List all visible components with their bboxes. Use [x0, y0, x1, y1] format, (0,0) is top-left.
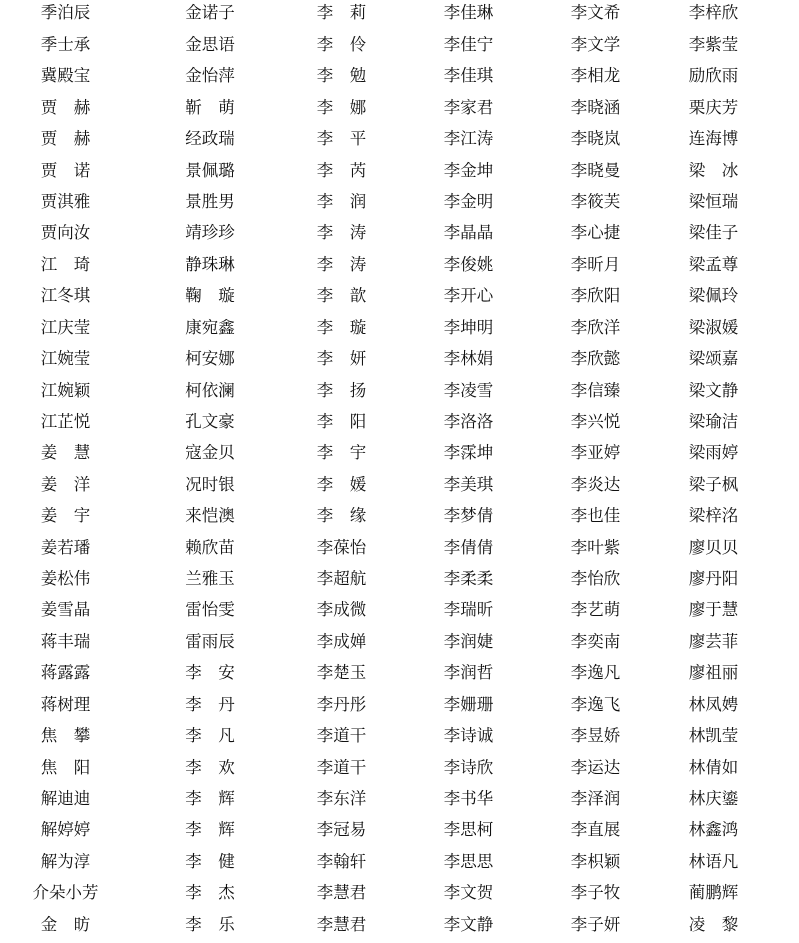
name-cell: 李 伶 [316, 34, 367, 54]
name-cell: 李翰轩 [316, 851, 367, 871]
name-cell: 林凤娉 [688, 694, 739, 714]
name-cell: 李楚玉 [316, 663, 367, 683]
name-cell: 李 涛 [316, 254, 367, 274]
name-cell: 李泽润 [570, 789, 621, 808]
name-cell: 李东洋 [316, 789, 367, 808]
name-cell: 李金明 [443, 191, 494, 211]
name-cell: 李子牧 [570, 883, 621, 903]
name-cell: 李 璇 [316, 317, 367, 337]
name-cell: 李俊姚 [443, 254, 494, 274]
name-cell: 李兴悦 [570, 411, 621, 431]
name-cell: 姜 慧 [40, 443, 91, 463]
name-cell: 梁淑媛 [688, 317, 739, 337]
name-cell: 李筱芙 [570, 191, 621, 211]
name-cell: 李书华 [443, 789, 494, 808]
name-cell: 梁佩玲 [688, 286, 739, 306]
name-cell: 李 乐 [185, 914, 235, 934]
name-cell: 景胜男 [185, 191, 235, 211]
name-cell: 李瑞昕 [443, 600, 494, 620]
name-cell: 梁子枫 [688, 474, 739, 494]
name-cell: 梁雨婷 [688, 443, 739, 463]
name-cell: 李 润 [316, 191, 367, 211]
name-cell: 李润婕 [443, 631, 494, 651]
name-cell: 靖珍珍 [185, 223, 235, 243]
name-cell: 经政瑞 [185, 129, 235, 149]
name-cell: 介朵小芳 [32, 883, 99, 903]
name-cell: 赖欣苗 [185, 537, 235, 557]
name-cell: 廖丹阳 [688, 569, 739, 589]
name-cell: 李紫莹 [688, 34, 739, 54]
name-cell: 李 欢 [185, 757, 235, 777]
name-cell: 李佳宁 [443, 34, 494, 54]
name-cell: 李逸飞 [570, 694, 621, 714]
name-cell: 靳 萌 [185, 97, 235, 117]
name-cell: 李丹彤 [316, 694, 367, 714]
name-cell: 柯安娜 [185, 349, 235, 369]
name-cell: 李 缘 [316, 506, 367, 526]
name-cell: 梁 冰 [688, 160, 739, 180]
name-cell: 李 芮 [316, 160, 367, 180]
name-cell: 李 辉 [185, 789, 235, 808]
name-cell: 李相龙 [570, 66, 621, 86]
name-cell: 李 凡 [185, 726, 235, 746]
name-cell: 江芷悦 [40, 411, 91, 431]
name-cell: 贾 赫 [40, 129, 91, 149]
name-cell: 李奕南 [570, 631, 621, 651]
name-cell: 林倩如 [688, 757, 739, 777]
name-cell: 李晓岚 [570, 129, 621, 149]
name-cell: 金 昉 [40, 914, 91, 934]
name-cell: 李文希 [570, 3, 621, 23]
name-cell: 季士承 [40, 34, 91, 54]
name-cell: 李诗诚 [443, 726, 494, 746]
name-cell: 来恺澳 [185, 506, 235, 526]
name-cell: 江庆莹 [40, 317, 91, 337]
name-cell: 李凌雪 [443, 380, 494, 400]
name-cell: 梁瑜洁 [688, 411, 739, 431]
name-cell: 李 莉 [316, 3, 367, 23]
name-cell: 梁梓洺 [688, 506, 739, 526]
name-cell: 姜雪晶 [40, 600, 91, 620]
name-cell: 季泊辰 [40, 3, 91, 23]
name-cell: 李葆怡 [316, 537, 367, 557]
name-cell: 静珠琳 [185, 254, 235, 274]
name-cell: 李 歆 [316, 286, 367, 306]
name-cell: 李文贺 [443, 883, 494, 903]
name-cell: 梁佳子 [688, 223, 739, 243]
name-cell: 李超航 [316, 569, 367, 589]
name-cell: 李直展 [570, 820, 621, 840]
name-cell: 姜若璠 [40, 537, 91, 557]
name-cell: 李枳颖 [570, 851, 621, 871]
name-cell: 金思语 [185, 34, 235, 54]
name-cell: 李佳琳 [443, 3, 494, 23]
name-cell: 雷怡雯 [185, 600, 235, 620]
name-cell: 廖于慧 [688, 600, 739, 620]
name-cell: 焦 攀 [40, 726, 91, 746]
name-cell: 李思柯 [443, 820, 494, 840]
name-cell: 蒋树理 [40, 694, 91, 714]
name-cell: 李美琪 [443, 474, 494, 494]
name-cell: 贾 赫 [40, 97, 91, 117]
name-cell: 姜 宇 [40, 506, 91, 526]
name-cell: 凌 黎 [688, 914, 739, 934]
name-cell: 李子妍 [570, 914, 621, 934]
name-cell: 李亚婷 [570, 443, 621, 463]
name-cell: 林语凡 [688, 851, 739, 871]
name-cell: 李 平 [316, 129, 367, 149]
name-cell: 李信臻 [570, 380, 621, 400]
name-cell: 廖祖丽 [688, 663, 739, 683]
name-cell: 李慧君 [316, 914, 367, 934]
name-cell: 金诺子 [185, 3, 235, 23]
name-cell: 李道干 [316, 726, 367, 746]
name-cell: 李霂坤 [443, 443, 494, 463]
name-cell: 李运达 [570, 757, 621, 777]
name-cell: 李炎达 [570, 474, 621, 494]
name-cell: 李欣懿 [570, 349, 621, 369]
name-cell: 李昱娇 [570, 726, 621, 746]
name-cell: 李昕月 [570, 254, 621, 274]
name-cell: 李江涛 [443, 129, 494, 149]
name-cell: 李 娜 [316, 97, 367, 117]
name-cell: 李也佳 [570, 506, 621, 526]
name-cell: 李家君 [443, 97, 494, 117]
name-cell: 江婉莹 [40, 349, 91, 369]
name-cell: 李 扬 [316, 380, 367, 400]
name-cell: 兰雅玉 [185, 569, 235, 589]
name-cell: 励欣雨 [688, 66, 739, 86]
name-cell: 李 丹 [185, 694, 235, 714]
name-cell: 李梦倩 [443, 506, 494, 526]
name-cell: 解迪迪 [40, 789, 91, 808]
name-cell: 李 妍 [316, 349, 367, 369]
name-cell: 连海博 [688, 129, 739, 149]
name-cell: 李倩倩 [443, 537, 494, 557]
name-cell: 金怡萍 [185, 66, 235, 86]
name-cell: 李坤明 [443, 317, 494, 337]
name-cell: 栗庆芳 [688, 97, 739, 117]
name-cell: 李开心 [443, 286, 494, 306]
name-cell: 江婉颖 [40, 380, 91, 400]
name-cell: 李晶晶 [443, 223, 494, 243]
name-cell: 李 安 [185, 663, 235, 683]
name-cell: 李慧君 [316, 883, 367, 903]
name-cell: 李艺萌 [570, 600, 621, 620]
name-cell: 李成微 [316, 600, 367, 620]
name-cell: 李冠易 [316, 820, 367, 840]
name-cell: 李诗欣 [443, 757, 494, 777]
name-cell: 孔文豪 [185, 411, 235, 431]
name-cell: 江冬琪 [40, 286, 91, 306]
name-cell: 李姗珊 [443, 694, 494, 714]
name-cell: 李柔柔 [443, 569, 494, 589]
name-cell: 解婷婷 [40, 820, 91, 840]
name-cell: 李文学 [570, 34, 621, 54]
name-cell: 李 勉 [316, 66, 367, 86]
name-cell: 焦 阳 [40, 757, 91, 777]
name-cell: 李 媛 [316, 474, 367, 494]
name-cell: 李文静 [443, 914, 494, 934]
name-cell: 江 琦 [40, 254, 91, 274]
name-cell: 李成婵 [316, 631, 367, 651]
name-cell: 李梓欣 [688, 3, 739, 23]
name-cell: 李 杰 [185, 883, 235, 903]
name-cell: 况时银 [185, 474, 235, 494]
name-cell: 林鑫鸿 [688, 820, 739, 840]
name-cell: 蒋丰瑞 [40, 631, 91, 651]
name-cell: 姜 洋 [40, 474, 91, 494]
name-cell: 李思思 [443, 851, 494, 871]
name-cell: 蒋露露 [40, 663, 91, 683]
name-cell: 李洛洛 [443, 411, 494, 431]
name-cell: 李 涛 [316, 223, 367, 243]
name-cell: 姜松伟 [40, 569, 91, 589]
name-cell: 李怡欣 [570, 569, 621, 589]
name-cell: 贾淇雅 [40, 191, 91, 211]
name-cell: 梁文静 [688, 380, 739, 400]
name-cell: 梁恒瑞 [688, 191, 739, 211]
name-cell: 李晓涵 [570, 97, 621, 117]
name-cell: 李 阳 [316, 411, 367, 431]
name-cell: 柯依澜 [185, 380, 235, 400]
name-cell: 李欣阳 [570, 286, 621, 306]
name-cell: 廖芸菲 [688, 631, 739, 651]
name-cell: 冀殿宝 [40, 66, 91, 86]
name-cell: 廖贝贝 [688, 537, 739, 557]
name-cell: 李心捷 [570, 223, 621, 243]
name-cell: 寇金贝 [185, 443, 235, 463]
name-cell: 林凯莹 [688, 726, 739, 746]
name-cell: 李 辉 [185, 820, 235, 840]
name-cell: 康宛鑫 [185, 317, 235, 337]
name-cell: 李逸凡 [570, 663, 621, 683]
name-cell: 雷雨辰 [185, 631, 235, 651]
name-cell: 解为淳 [40, 851, 91, 871]
name-cell: 李晓曼 [570, 160, 621, 180]
name-cell: 李佳琪 [443, 66, 494, 86]
name-cell: 贾 诺 [40, 160, 91, 180]
name-cell: 李金坤 [443, 160, 494, 180]
name-cell: 贾向汝 [40, 223, 91, 243]
name-cell: 景佩璐 [185, 160, 235, 180]
name-cell: 鞠 璇 [185, 286, 235, 306]
name-cell: 李 健 [185, 851, 235, 871]
name-cell: 李 宇 [316, 443, 367, 463]
name-cell: 梁颂嘉 [688, 349, 739, 369]
name-cell: 梁孟尊 [688, 254, 739, 274]
name-cell: 李道干 [316, 757, 367, 777]
name-cell: 李林娟 [443, 349, 494, 369]
name-cell: 李润哲 [443, 663, 494, 683]
name-cell: 李欣洋 [570, 317, 621, 337]
name-cell: 李叶紫 [570, 537, 621, 557]
name-cell: 林庆鎏 [688, 789, 739, 808]
name-cell: 蔺鹏辉 [688, 883, 739, 903]
